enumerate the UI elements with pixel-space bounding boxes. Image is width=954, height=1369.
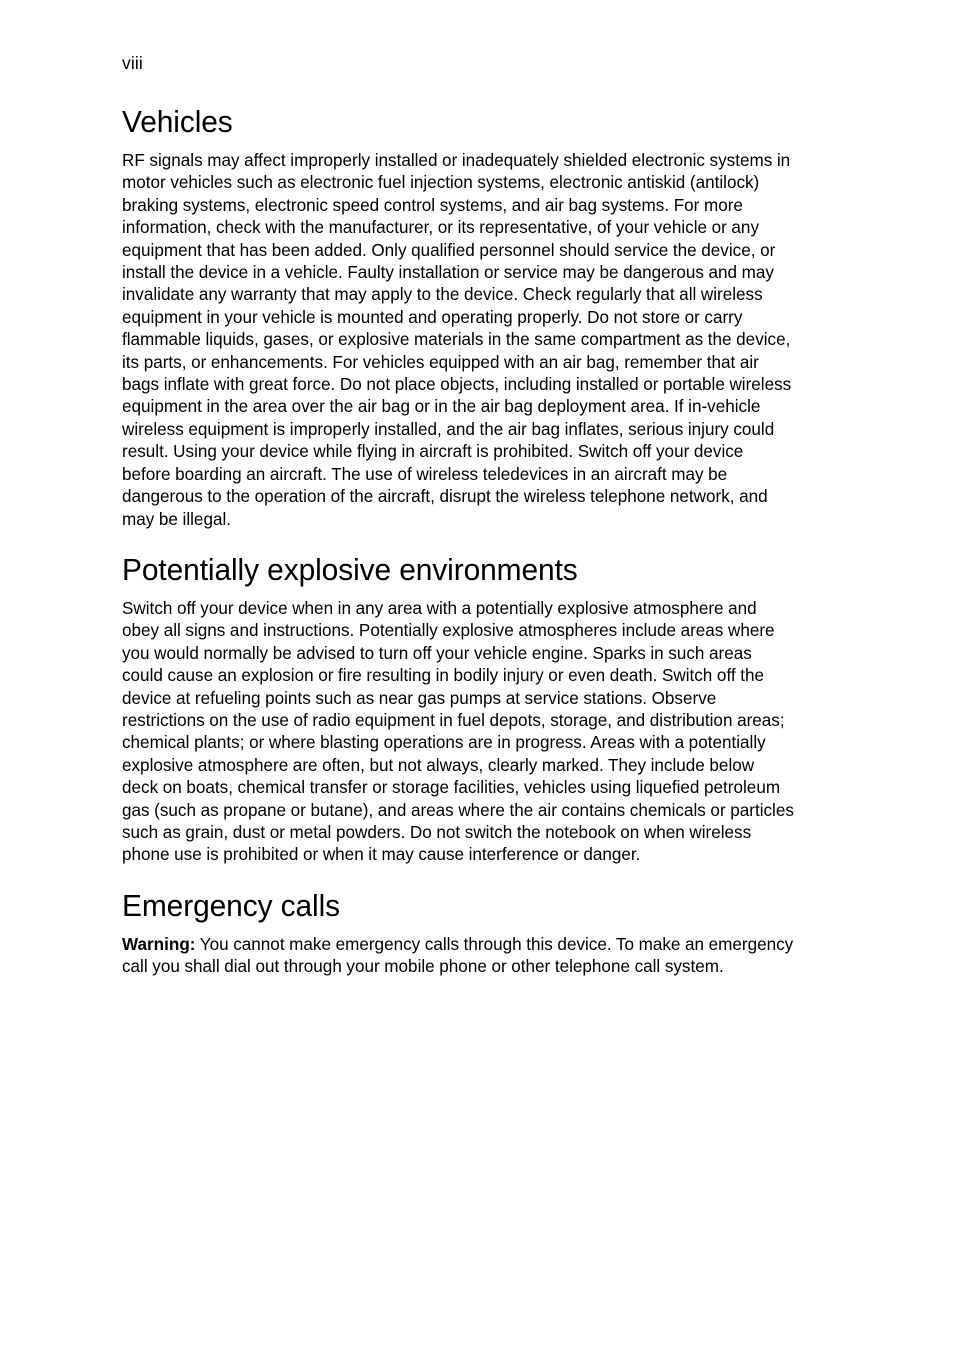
heading-emergency-calls: Emergency calls <box>122 887 341 923</box>
heading-vehicles: Vehicles <box>122 104 233 139</box>
page-content <box>122 52 814 978</box>
page-number: viii <box>122 53 143 73</box>
section-potentially-explosive-environments <box>122 552 814 866</box>
section-vehicles <box>122 104 814 530</box>
paragraph-emergency-calls <box>122 933 795 978</box>
heading-potentially-explosive-environments: Potentially explosive environments <box>122 551 578 587</box>
warning-lead-in: Warning: <box>122 933 196 954</box>
paragraph-potentially-explosive-environments: Switch off your device when in any area with a potentially explosive atmosphere and obey all signs and instructions. Potentially explosive atmospheres include areas where you would normally be advised to turn off your vehicle engine. Sparks in such areas could cause an explosion or fire resulting in bodily injury or even death. Switch off the device at refueling points such as near gas pumps at service stations. Observe restrictions on the use of radio equipment in fuel depots, storage, and distribution areas; chemical plants; or where blasting operations are in progress. Areas with a potentially explosive atmosphere are often, but not always, clearly marked. They include below deck on boats, chemical transfer or storage facilities, vehicles using liquefied petroleum gas (such as propane or butane), and areas where the air contains chemicals or particles such as grain, dust or metal powders. Do not switch the notebook on when wireless phone use is prohibited or when it may cause interference or danger. <box>122 597 794 865</box>
emergency-calls-text: You cannot make emergency calls through this device. To make an emergency call you shall dial out through your mobile phone or other telephone call system. <box>122 933 794 977</box>
section-emergency-calls <box>122 888 814 978</box>
paragraph-vehicles: RF signals may affect improperly installed or inadequately shielded electronic systems in motor vehicles such as electronic fuel injection systems, electronic antiskid (antilock) braking systems, electronic speed control systems, and air bag systems. For more information, check with the manufacturer, or its representative, of your vehicle or any equipment that has been added. Only qualified personnel should service the device, or install the device in a vehicle. Faulty installation or service may be dangerous and may invalidate any warranty that may apply to the device. Check regularly that all wireless equipment in your vehicle is mounted and operating properly. Do not store or carry flammable liquids, gases, or explosive materials in the same compartment as the device, its parts, or enhancements. For vehicles equipped with an air bag, remember that air bags inflate with great force. Do not place objects, including installed or portable wireless equipment in the area over the air bag or in the air bag deployment area. If in-vehicle wireless equipment is improperly installed, and the air bag inflates, serious injury could result. Using your device while flying in aircraft is prohibited. Switch off your device before boarding an aircraft. The use of wireless teledevices in an aircraft may be dangerous to the operation of the aircraft, disrupt the wireless telephone network, and may be illegal. <box>122 150 792 529</box>
